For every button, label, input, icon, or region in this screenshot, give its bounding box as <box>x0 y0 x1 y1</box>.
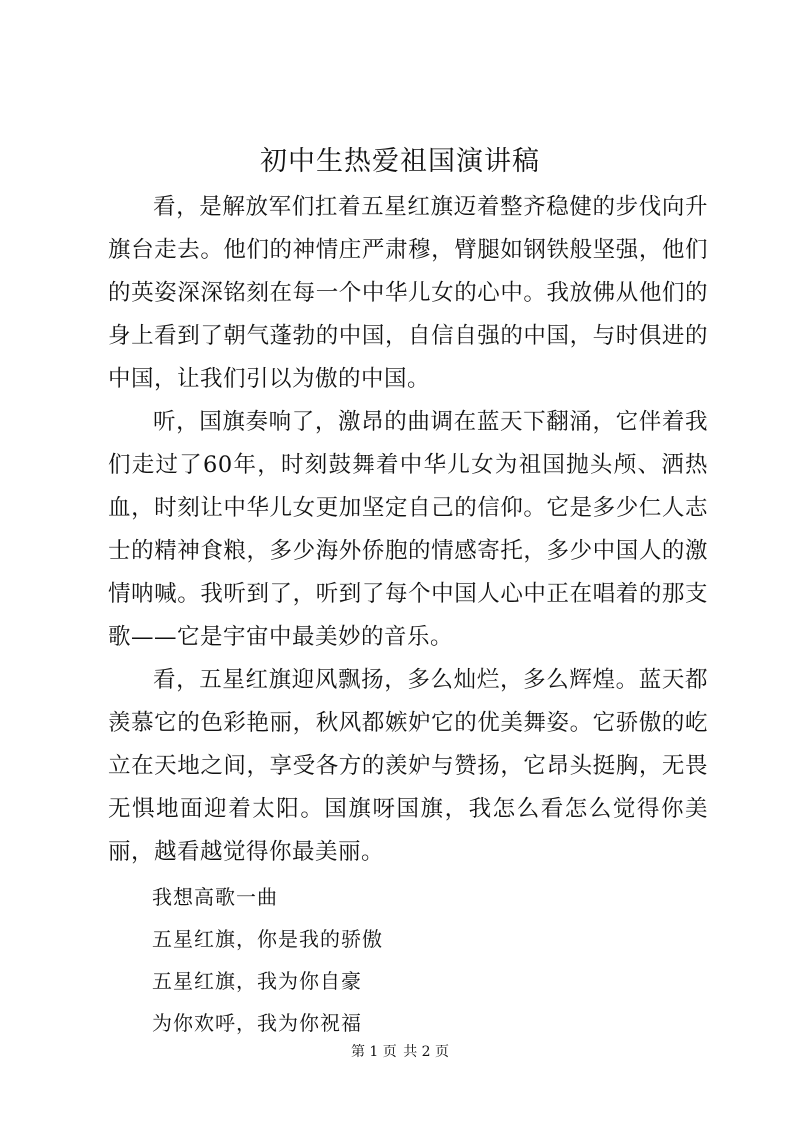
page-footer <box>0 1042 800 1062</box>
document-body <box>108 186 708 1044</box>
verse-line-4: 为你欢呼，我为你祝福 <box>152 1011 362 1035</box>
paragraph-1: 看，是解放军们扛着五星红旗迈着整齐稳健的步伐向升旗台走去。他们的神情庄严肃穆，臂腿如钢铁般坚强，他们的英姿深深铭刻在每一个中华儿女的心中。我放佛从他们的身上看到了朝气蓬勃的中国，自信自强的中国，与时俱进的中国，让我们引以为傲的中国。 <box>108 194 708 392</box>
verse-line-1: 我想高歌一曲 <box>152 885 278 909</box>
verse-line-3: 五星红旗，我为你自豪 <box>152 969 362 993</box>
verse-block <box>108 876 708 1044</box>
paragraph-2: 听，国旗奏响了，激昂的曲调在蓝天下翻涌，它伴着我们走过了60年，时刻鼓舞着中华儿女为祖国抛头颅、洒热血，时刻让中华儿女更加坚定自己的信仰。它是多少仁人志士的精神食粮，多少海外侨胞的情感寄托，多少中国人的激情呐喊。我听到了，听到了每个中国人心中正在唱着的那支歌——它是宇宙中最美妙的音乐。 <box>108 409 708 650</box>
verse-line-2: 五星红旗，你是我的骄傲 <box>152 927 383 951</box>
page-number: 第 1 页 <box>350 1044 397 1060</box>
paragraph-3: 看，五星红旗迎风飘扬，多么灿烂，多么辉煌。蓝天都羡慕它的色彩艳丽，秋风都嫉妒它的优美舞姿。它骄傲的屹立在天地之间，享受各方的羡妒与赞扬，它昂头挺胸，无畏无惧地面迎着太阳。国旗呀国旗，我怎么看怎么觉得你美丽，越看越觉得你最美丽。 <box>108 667 708 865</box>
document-title: 初中生热爱祖国演讲稿 <box>260 146 540 177</box>
page-total: 共 2 页 <box>403 1044 450 1060</box>
